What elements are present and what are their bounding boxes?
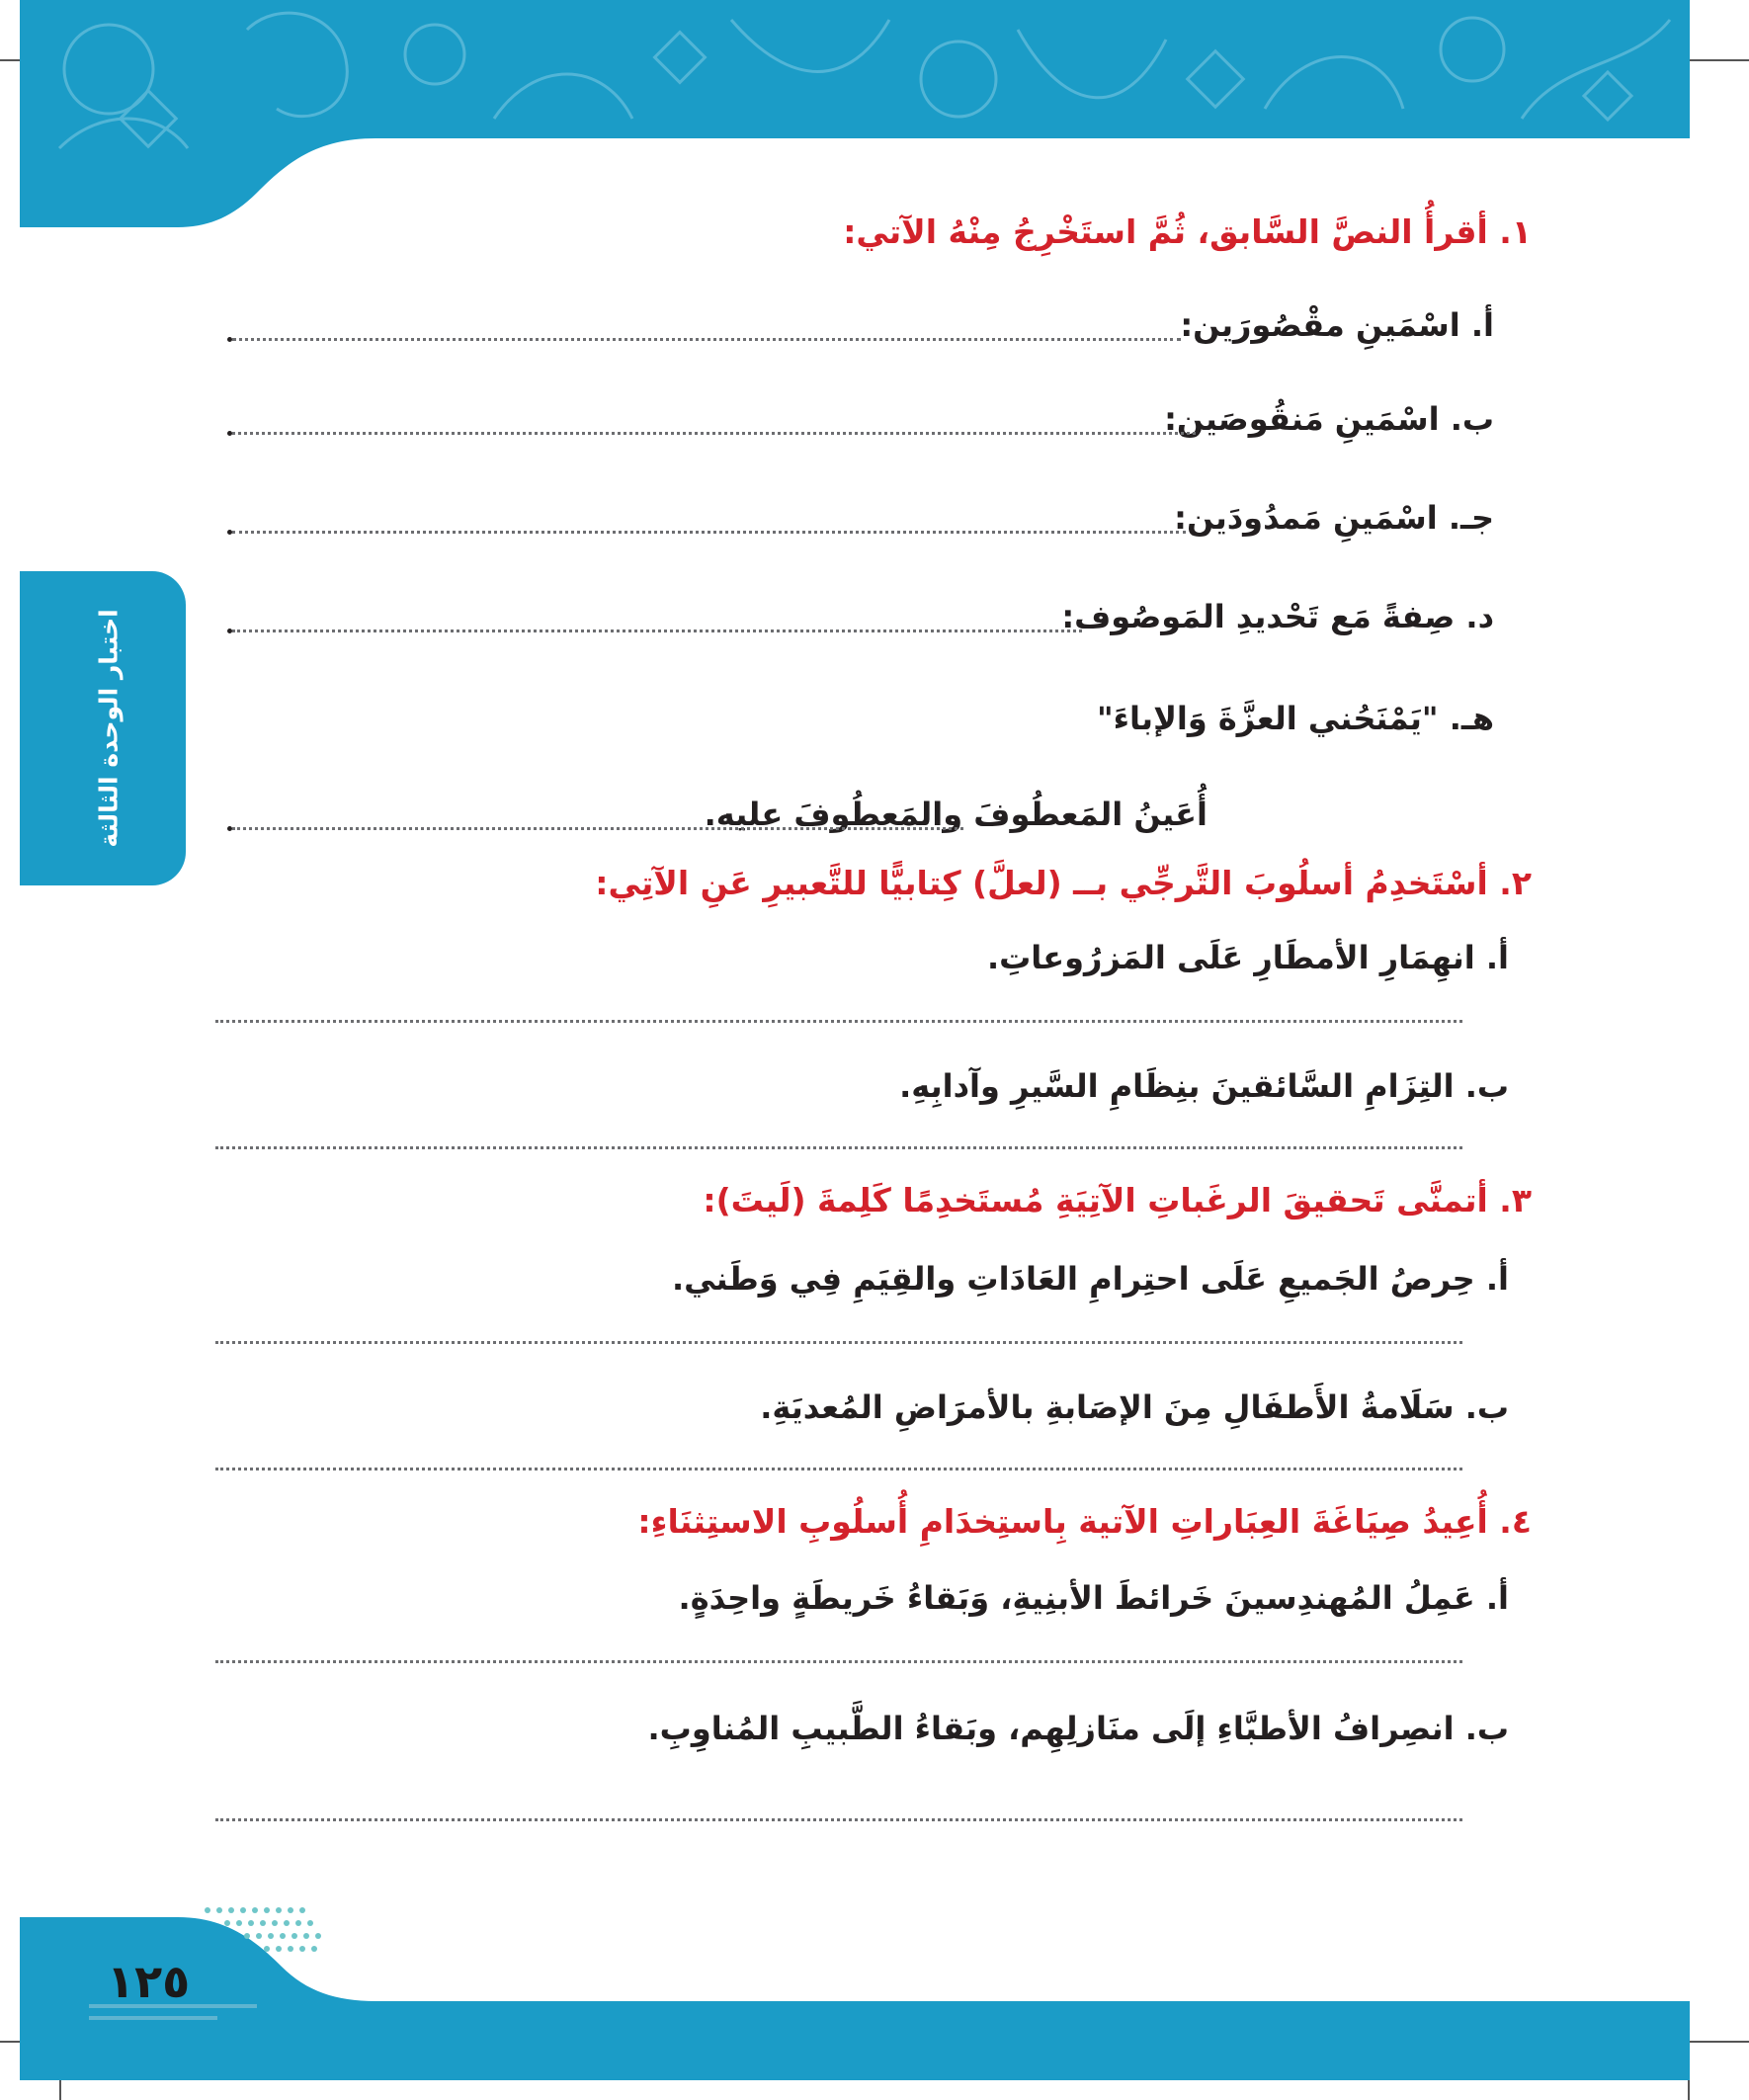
- answer-line[interactable]: [215, 1660, 1462, 1663]
- answer-line[interactable]: [215, 1468, 1462, 1470]
- question-4-title: ٤. أُعِيدُ صِيَاغَةَ العِبَاراتِ الآتية بِاستِخدَامِ أُسلُوبِ الاستِثنَاءِ:: [637, 1502, 1532, 1541]
- answer-line[interactable]: [232, 338, 1181, 341]
- question-2-item-a: أ. انهِمَارِ الأمطَارِ عَلَى المَزرُوعاتِ.: [986, 939, 1509, 976]
- question-4-item-a: أ. عَمِلُ المُهندِسينَ خَرائطَ الأبنِيةِ، وَبَقاءُ خَريطَةٍ واحِدَةٍ.: [678, 1579, 1509, 1617]
- answer-line[interactable]: [215, 1818, 1462, 1821]
- answer-line[interactable]: [232, 432, 1196, 435]
- question-1-title: ١. أقرأُ النصَّ السَّابق، ثُمَّ استَخْرِجُ مِنْهُ الآتي:: [843, 212, 1532, 251]
- page-number: ١٢٥: [107, 1955, 191, 2008]
- answer-line[interactable]: [232, 630, 1082, 632]
- question-1-item-e: هـ. "يَمْنَحُني العزَّةَ وَالإباءَ": [1097, 700, 1494, 737]
- line-end-dot: [227, 826, 232, 831]
- line-end-dot: [227, 337, 232, 342]
- answer-line[interactable]: [215, 1020, 1462, 1023]
- line-end-dot: [227, 431, 232, 436]
- unit-side-tab-label: اختبار الوحدة الثالثة: [94, 609, 124, 848]
- question-2-title: ٢. أسْتَخدِمُ أسلُوبَ التَّرجِّي بــ (لعلَّ) كِتابيًّا للتَّعبيرِ عَنِ الآتِي:: [595, 864, 1532, 902]
- question-3-item-b: ب. سَلَامةُ الأَطفَالِ مِنَ الإصَابةِ بالأمرَاضِ المُعديَةِ.: [760, 1388, 1509, 1426]
- question-3-item-a: أ. حِرصُ الجَميعِ عَلَى احتِرامِ العَادَاتِ والقِيَمِ فِي وَطَني.: [671, 1260, 1509, 1298]
- question-2-item-b: ب. التِزَامِ السَّائقينَ بنِظَامِ السَّيرِ وآدابِهِ.: [899, 1067, 1509, 1105]
- answer-line[interactable]: [232, 827, 963, 830]
- question-1-item-a: أ. اسْمَينِ مقْصُورَين:: [1180, 306, 1494, 344]
- question-4-item-b: ب. انصِرافُ الأطبَّاءِ إلَى منَازلِهِم، وبَقاءُ الطَّبيبِ المُناوِبِ.: [647, 1710, 1509, 1747]
- line-end-dot: [227, 530, 232, 535]
- question-3-title: ٣. أتمنَّى تَحقيقَ الرغَباتِ الآتِيَةِ مُستَخدِمًا كَلِمةَ (لَيتَ):: [703, 1181, 1532, 1219]
- answer-line[interactable]: [215, 1341, 1462, 1344]
- question-1-item-b: ب. اسْمَينِ مَنقُوصَين:: [1164, 400, 1494, 438]
- question-1-item-c: جـ. اسْمَينِ مَمدُودَين:: [1174, 499, 1494, 537]
- line-end-dot: [227, 629, 232, 633]
- question-1-item-e-task: أُعَينُ المَعطُوفَ والمَعطُوفَ عليه.: [704, 796, 1208, 833]
- answer-line[interactable]: [215, 1146, 1462, 1149]
- answer-line[interactable]: [232, 531, 1186, 534]
- question-1-item-d: د. صِفةً مَع تَحْديدِ المَوصُوف:: [1061, 598, 1494, 635]
